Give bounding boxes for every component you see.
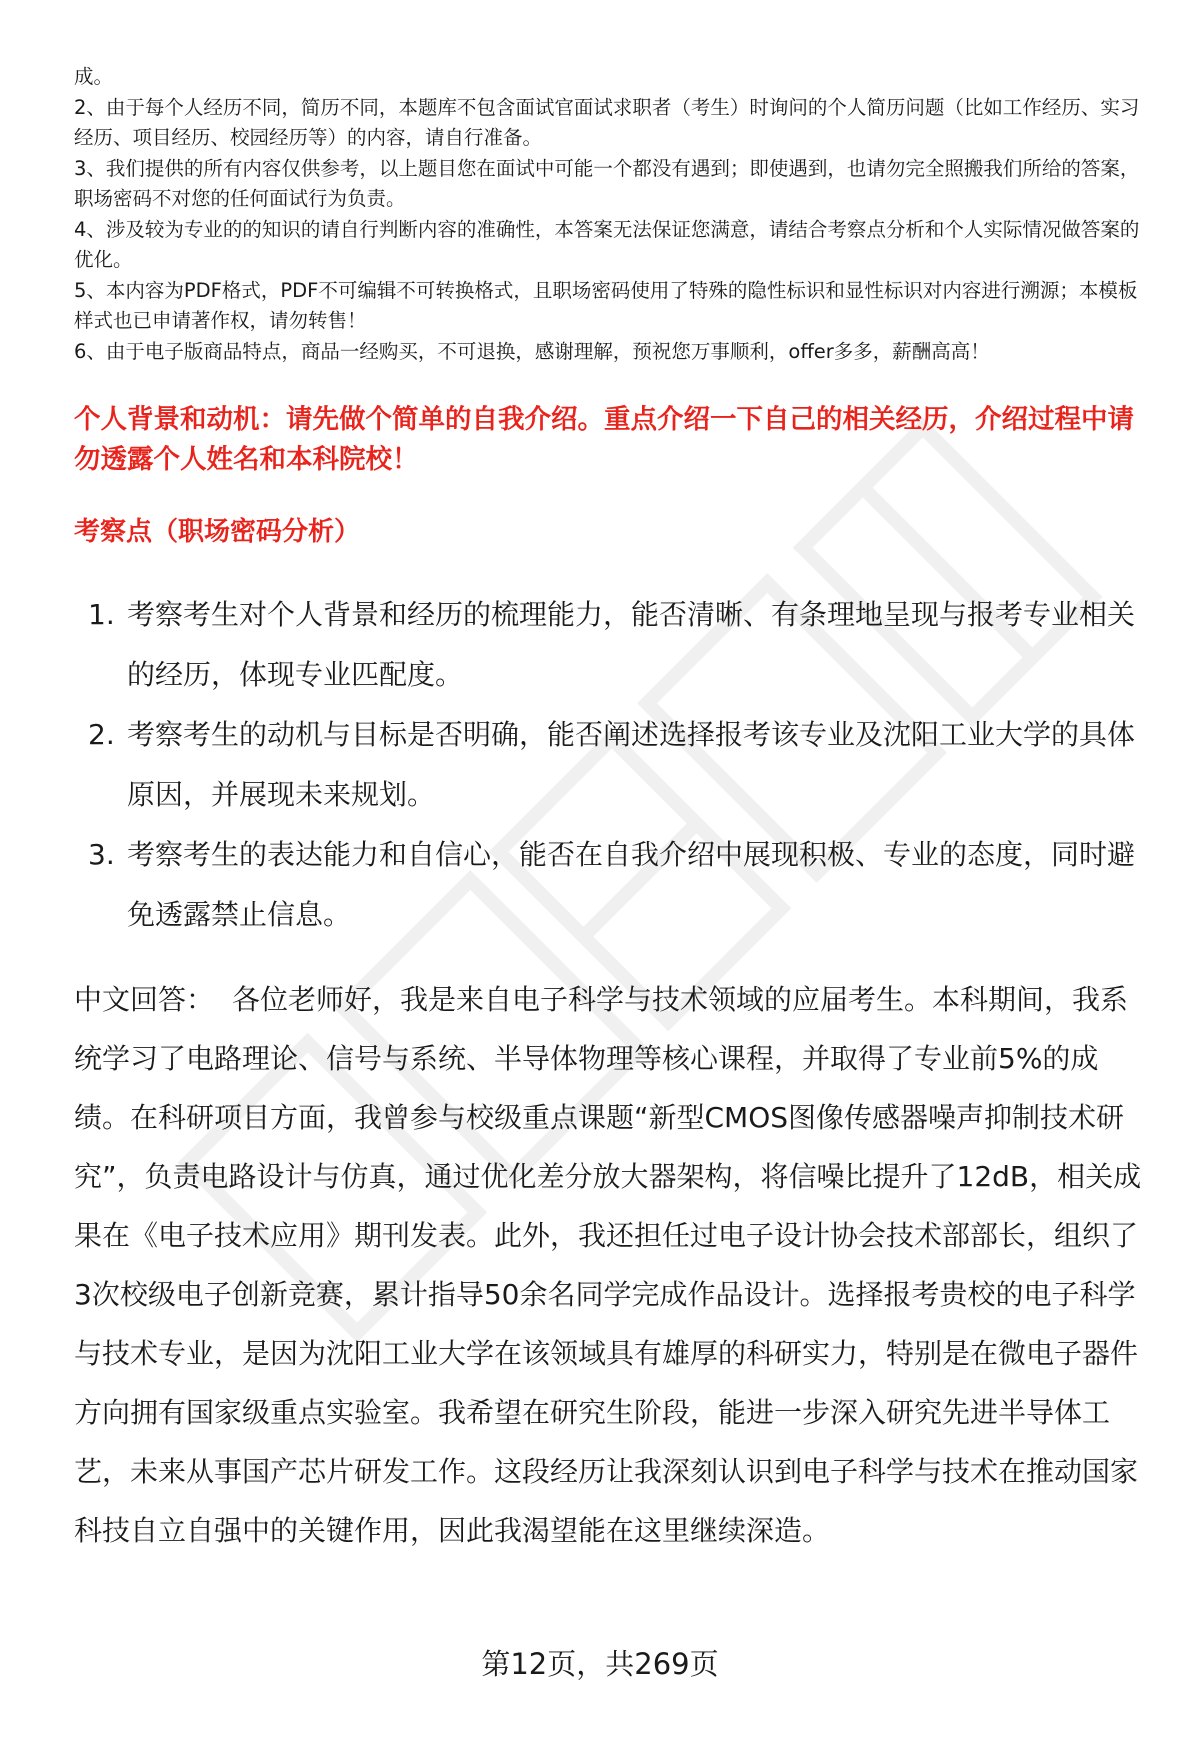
note-line: 成。 (74, 65, 114, 88)
list-number: 3. (88, 838, 115, 871)
list-item (74, 705, 1154, 825)
list-number: 2. (88, 718, 115, 751)
answer-label: 中文回答： (74, 983, 215, 1016)
answer-text: 各位老师好，我是来自电子科学与技术领域的应届考生。本科期间，我系统学习了电路理论、信号与系统、半导体物理等核心课程，并取得了专业前5%的成绩。在科研项目方面，我曾参与校级重点课题“新型CMOS图像传感器噪声抑制技术研究”，负责电路设计与仿真，通过优化差分放大器架构，将信噪比提升了12dB，相关成果在《电子技术应用》期刊发表。此外，我还担任过电子设计协会技术部部长，组织了3次校级电子创新竞赛，累计指导50余名同学完成作品设计。选择报考贵校的电子科学与技术专业，是因为沈阳工业大学在该领域具有雄厚的科研实力，特别是在微电子器件方向拥有国家级重点实验室。我希望在研究生阶段，能进一步深入研究先进半导体工艺，未来从事国产芯片研发工作。这段经历让我深刻认识到电子科学与技术在推动国家科技自立自强中的关键作用，因此我渴望能在这里继续深造。 (74, 983, 1142, 1547)
note-line: 3、我们提供的所有内容仅供参考，以上题目您在面试中可能一个都没有遇到；即使遇到，也请勿完全照搬我们所给的答案，职场密码不对您的任何面试行为负责。 (74, 156, 1140, 210)
interview-question: 个人背景和动机：请先做个简单的自我介绍。重点介绍一下自己的相关经历，介绍过程中请勿透露个人姓名和本科院校！ (74, 404, 1134, 475)
list-text: 考察考生的表达能力和自信心，能否在自我介绍中展现积极、专业的态度，同时避免透露禁止信息。 (127, 838, 1136, 931)
list-item (74, 825, 1154, 945)
note-line: 2、由于每个人经历不同，简历不同，本题库不包含面试官面试求职者（考生）时询问的个人简历问题（比如工作经历、实习经历、项目经历、校园经历等）的内容，请自行准备。 (74, 95, 1140, 149)
list-number: 1. (88, 598, 115, 631)
answer-paragraph (74, 970, 1154, 1560)
list-item (74, 585, 1154, 705)
note-line: 4、涉及较为专业的的知识的请自行判断内容的准确性，本答案无法保证您满意，请结合考察点分析和个人实际情况做答案的优化。 (74, 217, 1140, 271)
disclaimer-notes (74, 62, 1154, 367)
note-line: 6、由于电子版商品特点，商品一经购买，不可退换，感谢理解，预祝您万事顺利，offer多多，薪酬高高！ (74, 339, 990, 363)
assessment-points (74, 585, 1154, 945)
note-line: 5、本内容为PDF格式，PDF不可编辑不可转换格式，且职场密码使用了特殊的隐性标识和显性标识对内容进行溯源；本模板样式也已申请著作权，请勿转售！ (74, 278, 1138, 332)
page-number: 第12页，共269页 (481, 1647, 719, 1681)
list-text: 考察考生的动机与目标是否明确，能否阐述选择报考该专业及沈阳工业大学的具体原因，并展现未来规划。 (127, 718, 1136, 811)
list-text: 考察考生对个人背景和经历的梳理能力，能否清晰、有条理地呈现与报考专业相关的经历，体现专业匹配度。 (127, 598, 1136, 691)
section-title: 考察点（职场密码分析） (74, 517, 361, 547)
